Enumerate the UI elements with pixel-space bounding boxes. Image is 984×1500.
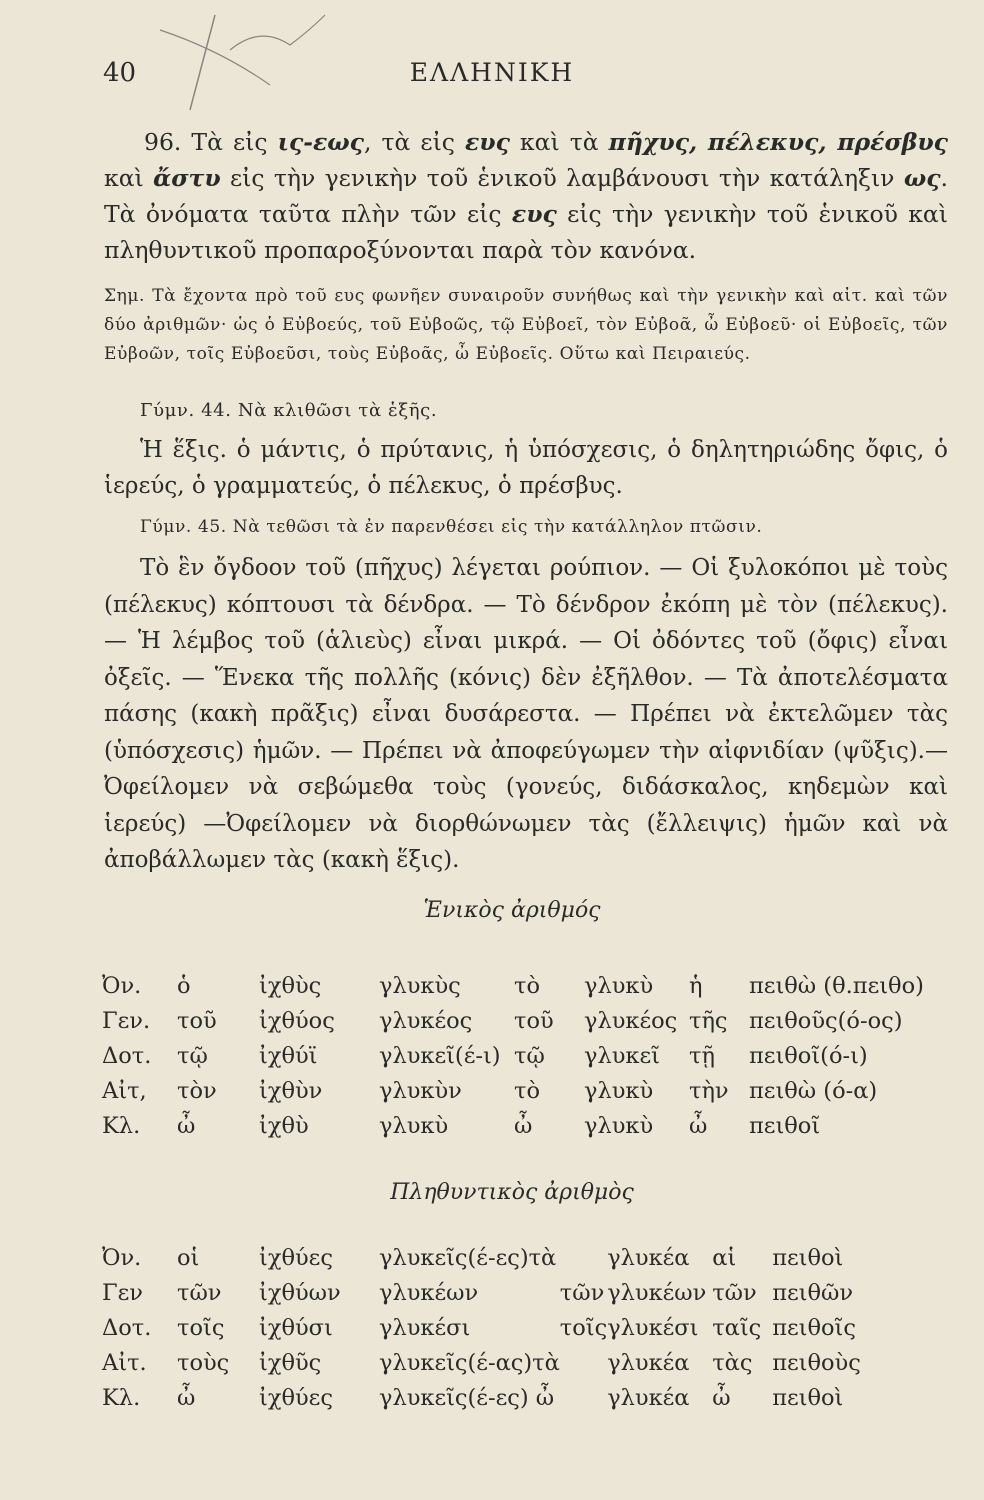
exercise-label: Γύμν. 45. [140,517,227,537]
table-cell: ἰχθύσι [259,1314,333,1341]
table-cell: αἱ [712,1244,737,1271]
table-cell: ἰχθὺ [259,1112,309,1139]
table-cell [560,1240,607,1275]
table-cell: ὁ [177,972,191,999]
table-cell: τῶν [177,1279,222,1306]
table-cell: πειθοὶ [772,1244,844,1271]
table-cell: τῶν [559,1279,605,1306]
table-row [102,1003,949,1038]
singular-declension-table [102,968,949,1143]
table-cell: τοῖς [559,1314,608,1341]
exercise-instruction: Νὰ κλιθῶσι τὰ ἑξῆς. [231,400,438,421]
table-cell: ἰχθὺς [259,972,322,999]
table-cell: γλυκὺ [584,972,654,999]
ending-eus: ευς [464,128,510,156]
table-cell: γλυκὺ [584,1077,654,1104]
table-cell: γλυκέσι [379,1314,471,1341]
page-header [0,58,984,98]
table-row [102,1380,972,1415]
exercise-label: Γύμν. 44. [140,400,232,421]
table-cell: γλυκὺς [379,972,461,999]
table-cell: γλυκεῖς(έ-ας)τὰ [379,1349,560,1376]
text-run: . Τὰ ὀνόματα ταῦτα πλὴν τῶν εἰς [104,164,948,228]
table-cell: ὦ [689,1112,708,1139]
table-cell: πειθὼ (ό-α) [749,1077,878,1104]
singular-heading: Ἑνικὸς ἀριθμός [423,898,601,923]
table-cell: τοῦ [514,1007,554,1034]
text-run: , τὰ εἰς [363,128,465,156]
running-title: ΕΛΛΗΝΙΚΗ [409,58,575,87]
exercise-44-text: Ἡ ἕξις. ὁ μάντις, ὁ πρύτανις, ἡ ὑπόσχεσις, ὁ δηλητηριώδης ὄφις, ὁ ἱερεύς, ὁ γραμματεύς, ὁ πέλεκυς, ὁ πρέσβυς. [104,437,948,499]
table-cell: Γεν. [102,1007,151,1034]
table-cell: γλυκεῖς(έ-ες)τὰ [379,1244,557,1271]
table-cell: ἰχθύος [259,1007,335,1034]
section-number: 96. [144,128,182,156]
table-row [102,1275,972,1310]
ending-eus: ευς [511,200,557,228]
note-text: Τὰ ἔχοντα πρὸ τοῦ ευς φωνῆεν συναιροῦν συνήθως καὶ τὴν γενικὴν καὶ αἰτ. καὶ τῶν δύο ἀριθμῶν· ὡς ὁ Εὐβοεύς, τοῦ Εὐβοῶς, τῷ Εὐβοεῖ, τὸν Εὐβοᾶ, ὦ Εὐβοεῦ· οἱ Εὐβοεῖς, τῶν Εὐβοῶν, τοῖς Εὐβοεῦσι, τοὺς Εὐβοᾶς, ὦ Εὐβοεῖς. Οὕτω καὶ Πειραιεύς. [104,286,948,364]
table-cell: γλυκέσι [607,1314,699,1341]
text-run: εἰς τὴν γενικὴν τοῦ ἑνικοῦ λαμβάνουσι τὴν κατάληξιν [220,164,904,192]
table-cell: τῷ [177,1042,208,1069]
table-cell: τῆς [689,1007,728,1034]
table-cell: γλυκέων [379,1279,479,1306]
text-run: Τὰ εἰς [181,128,278,156]
table-cell: γλυκέα [607,1244,690,1271]
table-cell: γλυκέος [379,1007,473,1034]
example-words: πῆχυς, πέλεκυς, πρέσβυς [608,128,948,156]
table-cell: ἰχθὺν [259,1077,323,1104]
note-label: Σημ. [104,286,146,306]
table-cell: ὦ [514,1112,533,1139]
table-cell: τοῦ [177,1007,217,1034]
table-cell: πειθοῖς [772,1314,856,1341]
table-cell: τῶν [712,1279,757,1306]
table-cell: ὦ [177,1112,196,1139]
ending-is-eos: ις-εως [277,128,364,156]
section-96-paragraph [104,124,948,268]
table-cell: γλυκεῖ [584,1042,660,1069]
plural-heading: Πληθυντικὸς ἀριθμὸς [390,1180,634,1205]
table-cell: γλυκέος [584,1007,678,1034]
table-cell: ἰχθύων [259,1279,341,1306]
table-cell: ὦ [712,1384,731,1411]
page-number: 40 [103,58,137,88]
table-cell: Ὀν. [102,1244,142,1271]
table-cell: γλυκὺ [379,1112,449,1139]
table-cell: Αἰτ. [102,1349,147,1376]
exercise-45-text: Τὸ ἓν ὄγδοον τοῦ (πῆχυς) λέγεται ρούπιον. — Οἱ ξυλοκόποι μὲ τοὺς (πέλεκυς) κόπτουσι τὰ δένδρα. — Τὸ δένδρον ἐκόπη μὲ τὸν (πέλεκυς). — Ἡ λέμβος τοῦ (ἁλιεὺς) εἶναι μικρά. — Οἱ ὀδόντες τοῦ (ὄφις) εἶναι ὀξεῖς. — Ἕνεκα τῆς πολλῆς (κόνις) δὲν ἐξῆλθον. — Τὰ ἀποτελέσματα πάσης (κακὴ πρᾶξις) εἶναι δυσάρεστα. — Πρέπει νὰ ἐκτελῶμεν τὰς (ὑπόσχεσις) ἡμῶν. — Πρέπει νὰ ἀποφεύγωμεν τὴν αἰφνιδίαν (ψῦξις).— Ὀφείλομεν νὰ σεβώμεθα τοὺς (γονεύς, διδάσκαλος, κηδεμὼν καὶ ἱερεύς) —Ὀφείλομεν νὰ διορθώνωμεν τὰς (ἔλλειψις) ἡμῶν καὶ νὰ ἀποβάλλωμεν τὰς (κακὴ ἕξις). [104,555,948,873]
table-cell: τὸν [177,1077,217,1104]
table-cell: πειθοῖ(ό-ι) [749,1042,868,1069]
table-cell: τὴν [689,1077,729,1104]
table-row [102,1073,949,1108]
table-cell: ἰχθῦς [259,1349,322,1376]
table-cell: τὸ [514,972,540,999]
plural-declension-table [102,1240,972,1415]
table-cell: Κλ. [102,1112,141,1139]
table-cell: γλυκεῖ(έ-ι) [379,1042,501,1069]
table-cell: ἰχθύϊ [259,1042,318,1069]
ending-os: ως [903,164,941,192]
table-cell: Κλ. [102,1384,141,1411]
note-paragraph [104,282,948,369]
table-cell: Αἰτ, [102,1077,147,1104]
text-run: καὶ τὰ [509,128,609,156]
table-cell: γλυκέα [607,1349,690,1376]
table-cell: πειθοὶ [772,1384,844,1411]
table-row [102,1310,972,1345]
table-cell: γλυκὺ [584,1112,654,1139]
table-cell [560,1380,607,1415]
table-row [102,968,949,1003]
table-cell: τοὺς [177,1349,230,1376]
table-cell [560,1345,607,1380]
table-cell: τῷ [514,1042,545,1069]
table-cell: πειθοῖ [749,1112,821,1139]
table-cell: Ὀν. [102,972,142,999]
exercise-45-heading [104,517,948,537]
table-cell: ἰχθύες [259,1384,333,1411]
table-row [102,1108,949,1143]
exercise-44-heading [104,400,948,421]
table-cell: γλυκεῖς(έ-ες) ὦ [379,1384,555,1411]
table-cell: πειθοῦς(ό-ος) [749,1007,903,1034]
table-cell: τὰς [712,1349,753,1376]
exercise-instruction: Νὰ τεθῶσι τὰ ἐν παρενθέσει εἰς τὴν κατάλληλον πτῶσιν. [226,517,763,537]
table-row [102,1038,949,1073]
table-cell: Δοτ. [102,1314,152,1341]
table-cell: ὦ [177,1384,196,1411]
table-cell: πειθῶν [772,1279,854,1306]
table-cell: Γεν [102,1279,143,1306]
table-cell: ταῖς [712,1314,762,1341]
word-astu: ἄστυ [153,164,221,192]
table-cell: πειθοὺς [772,1349,861,1376]
table-cell: τοῖς [177,1314,225,1341]
table-cell: γλυκὺν [379,1077,462,1104]
table-cell: γλυκέα [607,1384,690,1411]
text-run: καὶ [104,164,154,192]
table-row [102,1240,972,1275]
table-cell: Δοτ. [102,1042,152,1069]
table-cell: τὸ [514,1077,540,1104]
table-cell: ἰχθύες [259,1244,333,1271]
table-cell: πειθὼ (θ.πειθο) [749,972,924,999]
table-cell: ἡ [689,972,703,999]
table-row [102,1345,972,1380]
text-run: εἰς τὴν γενικὴν τοῦ ἑνικοῦ καὶ πληθυντικοῦ προπαροξύνονται παρὰ τὸν κανόνα. [104,200,949,264]
table-cell: τῇ [689,1042,715,1069]
table-cell: γλυκέων [607,1279,707,1306]
table-cell: οἱ [177,1244,200,1271]
